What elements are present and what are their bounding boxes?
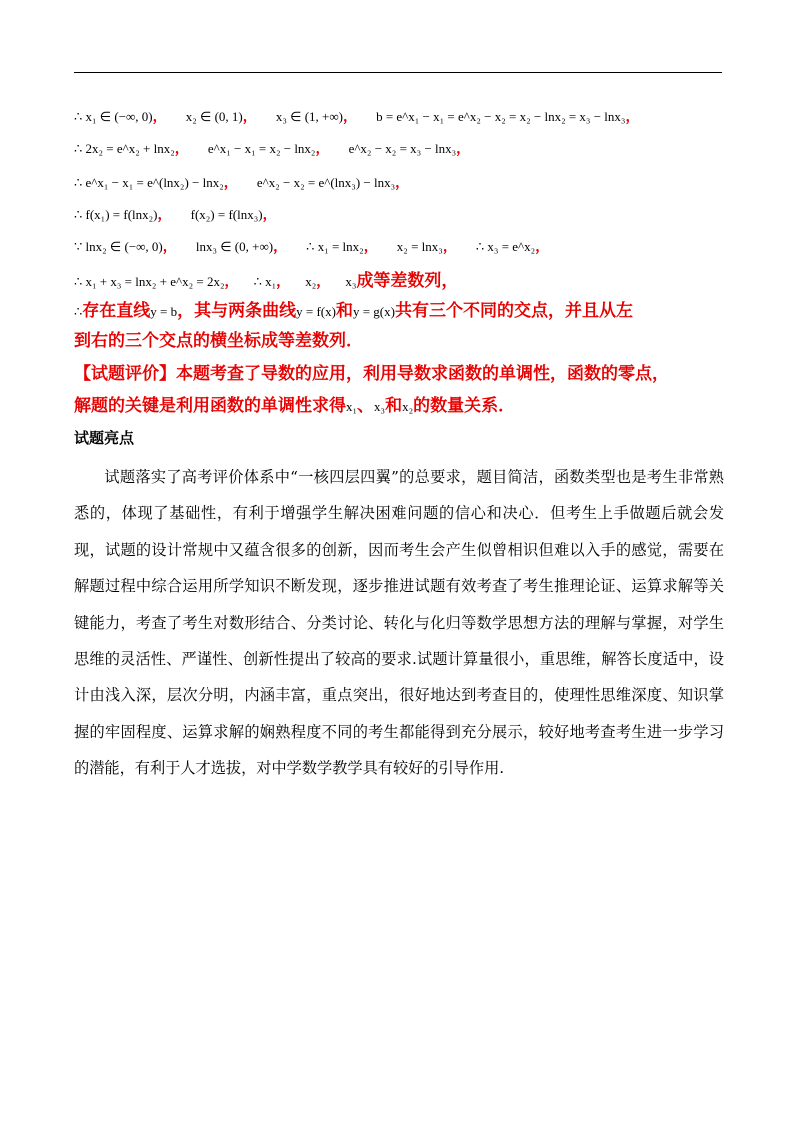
evaluation-text: 【试题评价】本题考查了导数的应用，利用导数求函数的单调性，函数的零点， bbox=[74, 364, 669, 384]
math-expr: x₂ ∈ (0, 1) bbox=[185, 109, 243, 124]
separator: ， bbox=[273, 239, 288, 255]
header-rule bbox=[74, 72, 722, 73]
math-expr: x₂ bbox=[402, 399, 414, 414]
math-line-4 bbox=[74, 204, 277, 224]
red-text: 和 bbox=[335, 301, 353, 321]
separator: ， bbox=[223, 175, 238, 191]
red-text: 和 bbox=[385, 396, 403, 416]
separator: ， bbox=[315, 141, 330, 157]
paragraph-text: 试题落实了高考评价体系中“一核四层四翼”的总要求，题目简洁，函数类型也是考生非常熟悉的，体现了基础性，有利于增强学生解决困难问题的信心和决心．但考生上手做题后就会发现，试题的设计常规中又蕴含很多的创新，因而考生会产生似曾相识但难以入手的感觉，需要在解题过程中综合运用所学知识不断发现，逐步推进试题有效考查了考生推理论证、运算求解等关键能力，考查了考生对数形结合、分类讨论、转化与化归等数学思想方法的理解与掌握，对学生思维的灵活性、严谨性、创新性提出了较高的要求.试题计算量很小，重思维，解答长度适中，设计由浅入深，层次分明，内涵丰富，重点突出，很好地达到考查目的，使理性思维深度、知识掌握的牢固程度、运算求解的娴熟程度不同的考生都能得到充分展示，较好地考查考生进一步学习的潜能，有利于人才选拔，对中学数学教学具有较好的引导作用. bbox=[74, 468, 724, 778]
math-expr: e^x₂ − x₂ = e^(lnx₃) − lnx₃ bbox=[256, 175, 396, 190]
separator: ， bbox=[157, 207, 172, 223]
separator: ， bbox=[395, 175, 410, 191]
math-line-1 bbox=[74, 106, 639, 126]
separator: ， bbox=[152, 109, 167, 125]
separator: ， bbox=[276, 274, 291, 290]
math-expr: ∴ x₁ + x₃ = lnx₂ + e^x₂ = 2x₂ bbox=[74, 274, 225, 289]
red-text: 共有三个不同的交点，并且从左 bbox=[394, 301, 633, 321]
math-line-5 bbox=[74, 236, 549, 256]
red-text: ，其与两条曲线 bbox=[177, 301, 297, 321]
separator: ， bbox=[174, 141, 189, 157]
math-expr: ∵ lnx₂ ∈ (−∞, 0) bbox=[74, 239, 163, 254]
math-expr: x₂ = lnx₃ bbox=[396, 239, 443, 254]
separator: ， bbox=[342, 109, 357, 125]
math-expr: ∴ x₁ bbox=[253, 274, 277, 289]
separator: ， bbox=[224, 274, 239, 290]
math-expr: ∴ x₃ = e^x₂ bbox=[475, 239, 536, 254]
math-expr: f(x₂) = f(lnx₃) bbox=[190, 207, 263, 222]
math-expr: ∴ f(x₁) = f(lnx₂) bbox=[74, 207, 158, 222]
math-expr: x₃ bbox=[345, 274, 357, 289]
math-expr: x₂ bbox=[305, 274, 317, 289]
math-expr: e^x₁ − x₁ = x₂ − lnx₂ bbox=[207, 141, 316, 156]
section-heading: 试题亮点 bbox=[74, 429, 135, 447]
separator: ， bbox=[442, 239, 457, 255]
separator: ， bbox=[262, 207, 277, 223]
math-expr: x₁ bbox=[346, 399, 358, 414]
math-expr: e^x₂ − x₂ = x₃ − lnx₃ bbox=[348, 141, 457, 156]
math-expr: y = f(x) bbox=[296, 304, 336, 319]
separator: ， bbox=[625, 109, 640, 125]
math-expr: b = e^x₁ − x₁ = e^x₂ − x₂ = x₂ − lnx₂ = x₃ − lnx₃ bbox=[376, 109, 626, 124]
math-expr: x₃ bbox=[374, 399, 386, 414]
math-expr: ∴ e^x₁ − x₁ = e^(lnx₂) − lnx₂ bbox=[74, 175, 224, 190]
highlight-paragraph bbox=[74, 459, 724, 787]
red-line-7 bbox=[74, 296, 633, 321]
evaluation-line-2 bbox=[74, 391, 515, 416]
red-text: 存在直线 bbox=[82, 301, 151, 321]
math-expr: x₃ ∈ (1, +∞) bbox=[275, 109, 343, 124]
separator: ， bbox=[316, 274, 331, 290]
red-text: 到右的三个交点的横坐标成等差数列． bbox=[74, 331, 363, 351]
math-line-2 bbox=[74, 138, 470, 158]
red-text: 解题的关键是利用函数的单调性求得 bbox=[74, 396, 346, 416]
math-expr: lnx₃ ∈ (0, +∞) bbox=[195, 239, 274, 254]
conclusion-text: 成等差数列， bbox=[356, 271, 459, 291]
math-expr: ∴ x₁ ∈ (−∞, 0) bbox=[74, 109, 153, 124]
math-expr: ∴ x₁ = lnx₂ bbox=[306, 239, 364, 254]
therefore-symbol: ∴ bbox=[74, 304, 83, 319]
separator: ， bbox=[363, 239, 378, 255]
red-line-8 bbox=[74, 326, 363, 351]
math-line-6 bbox=[74, 266, 458, 291]
red-text: 的数量关系． bbox=[413, 396, 516, 416]
separator: ， bbox=[535, 239, 550, 255]
evaluation-line bbox=[74, 359, 669, 384]
math-expr: ∴ 2x₂ = e^x₂ + lnx₂ bbox=[74, 141, 175, 156]
math-expr: y = g(x) bbox=[352, 304, 395, 319]
separator: ， bbox=[456, 141, 471, 157]
math-expr: y = b bbox=[150, 304, 178, 319]
math-line-3 bbox=[74, 172, 409, 192]
red-text: 、 bbox=[357, 396, 375, 416]
separator: ， bbox=[242, 109, 257, 125]
separator: ， bbox=[162, 239, 177, 255]
